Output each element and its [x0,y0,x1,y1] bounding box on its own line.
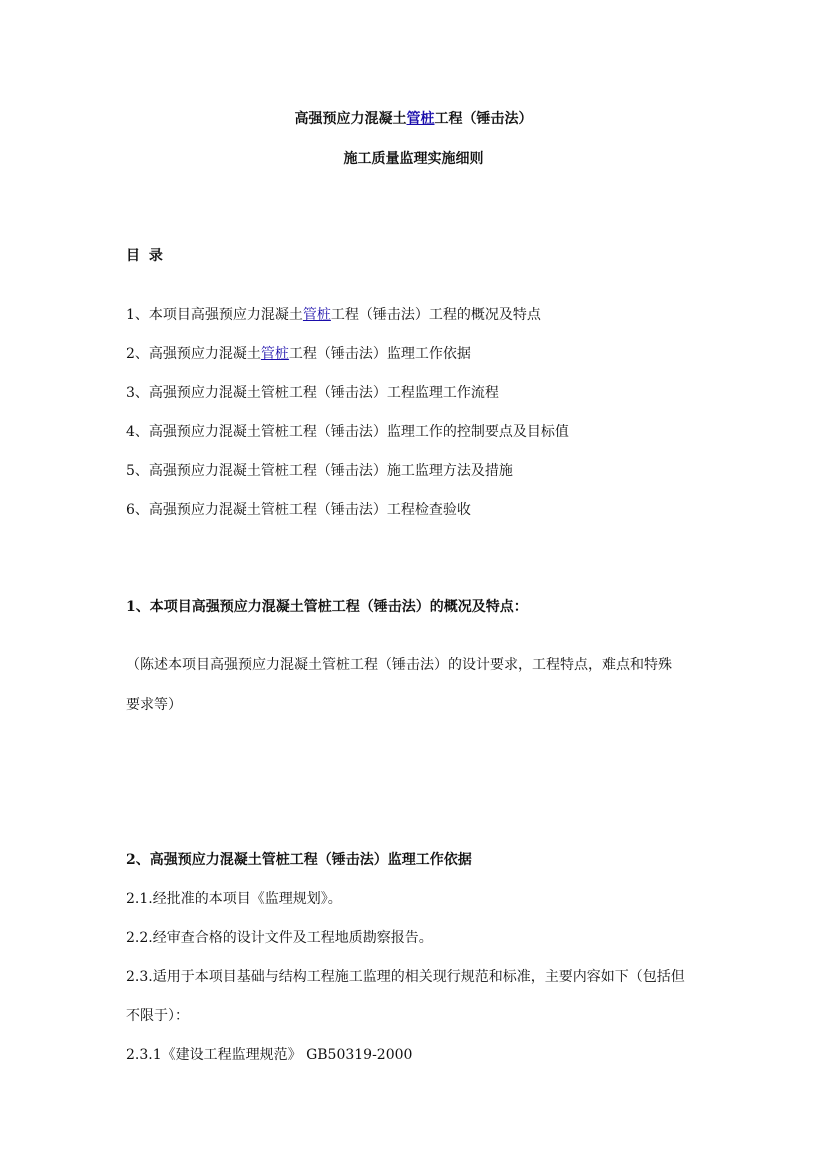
toc-item-2-link[interactable]: 管桩 [260,346,289,362]
section1-paragraph-line2: 要求等） [126,697,182,713]
toc-item-1-link[interactable]: 管桩 [302,307,331,323]
section1-heading: 1、本项目高强预应力混凝土管桩工程（锤击法）的概况及特点： [126,599,528,615]
section2-item-2-3-1: 2.3.1《建设工程监理规范》 GB50319-2000 [126,1047,413,1063]
toc-item-5: 5、高强预应力混凝土管桩工程（锤击法）施工监理方法及措施 [126,463,513,479]
toc-item-1-pre: 1、本项目高强预应力混凝土 [126,307,303,323]
section2-heading: 2、高强预应力混凝土管桩工程（锤击法）监理工作依据 [126,852,472,868]
section2-item-2-2: 2.2.经审查合格的设计文件及工程地质勘察报告。 [126,930,433,946]
toc-heading: 目 录 [126,248,163,264]
toc-item-3: 3、高强预应力混凝土管桩工程（锤击法）工程监理工作流程 [126,385,499,401]
toc-item-4: 4、高强预应力混凝土管桩工程（锤击法）监理工作的控制要点及目标值 [126,424,569,440]
section2-item-2-3-line1: 2.3.适用于本项目基础与结构工程施工监理的相关现行规范和标准，主要内容如下（包括但 [126,969,685,985]
toc-item-6: 6、高强预应力混凝土管桩工程（锤击法）工程检查验收 [126,502,471,518]
title-link-guanzhuang[interactable]: 管桩 [406,111,435,127]
toc-item-1 [126,306,541,324]
title-text-post: 工程（锤击法） [434,111,533,127]
toc-item-2-post: 工程（锤击法）监理工作依据 [288,346,471,362]
title-text-pre: 高强预应力混凝土 [294,111,407,127]
section2-item-2-1: 2.1.经批准的本项目《监理规划》。 [126,891,342,907]
section1-paragraph-line1: （陈述本项目高强预应力混凝土管桩工程（锤击法）的设计要求，工程特点，难点和特殊 [126,657,672,673]
document-subtitle: 施工质量监理实施细则 [343,151,484,167]
toc-item-1-post: 工程（锤击法）工程的概况及特点 [330,307,541,323]
toc-item-2 [126,345,471,363]
toc-item-2-pre: 2、高强预应力混凝土 [126,346,261,362]
document-title [0,110,827,128]
section2-item-2-3-line2: 不限于）： [126,1008,189,1024]
